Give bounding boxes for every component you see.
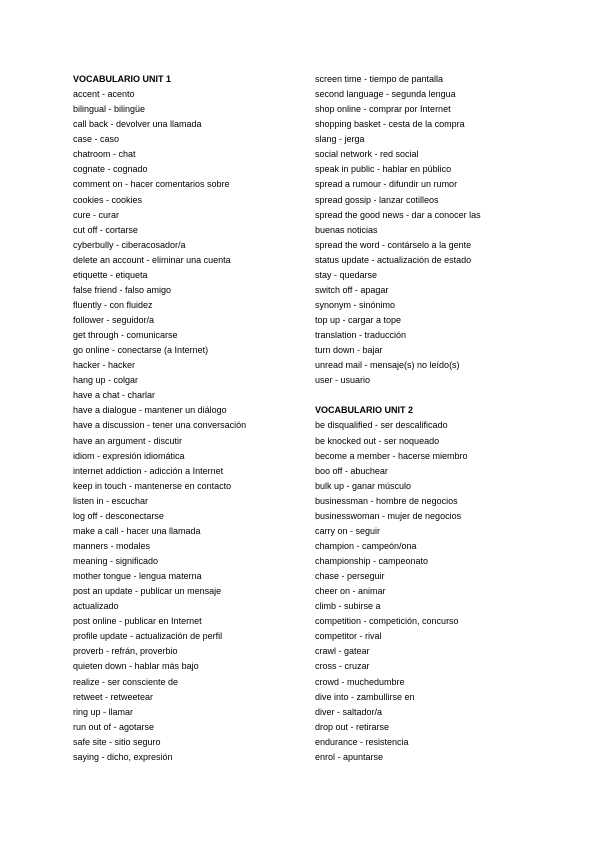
vocabulary-entry: run out of - agotarse [73, 721, 155, 732]
vocabulary-entry: spread gossip - lanzar cotilleos [315, 194, 439, 205]
vocabulary-entry: slang - jerga [315, 134, 365, 145]
unit1-vocabulary-list-continued [315, 72, 555, 388]
vocabulary-entry: case - caso [73, 134, 120, 145]
vocabulary-entry: screen time - tiempo de pantalla [315, 74, 444, 84]
vocabulary-entry: actualizado [73, 601, 119, 612]
vocabulary-entry: shopping basket - cesta de la compra [315, 119, 465, 130]
vocabulary-entry: bulk up - ganar músculo [315, 480, 412, 491]
vocabulary-entry: spread a rumour - difundir un rumor [315, 179, 458, 190]
vocabulary-entry: cross - cruzar [315, 661, 370, 672]
unit2-heading: VOCABULARIO UNIT 2 [315, 405, 414, 416]
vocabulary-entry: have a chat - charlar [73, 390, 156, 401]
vocabulary-entry: quieten down - hablar más bajo [73, 661, 199, 672]
vocabulary-entry: climb - subirse a [315, 601, 381, 612]
vocabulary-entry: go online - conectarse (a Internet) [73, 345, 209, 356]
vocabulary-entry: cure - curar [73, 209, 120, 220]
vocabulary-entry: call back - devolver una llamada [73, 119, 202, 130]
unit1-heading: VOCABULARIO UNIT 1 [73, 74, 172, 84]
vocabulary-entry: champion - campeón/ona [315, 540, 417, 551]
vocabulary-entry: spread the word - contárselo a la gente [315, 239, 472, 250]
section-gap [315, 388, 555, 403]
vocabulary-entry: make a call - hacer una llamada [73, 525, 201, 536]
vocabulary-entry: stay - quedarse [315, 269, 378, 280]
vocabulary-entry: have an argument - discutir [73, 435, 183, 446]
vocabulary-entry: boo off - abuchear [315, 465, 388, 476]
vocabulary-entry: get through - comunicarse [73, 330, 178, 341]
vocabulary-entry: have a discussion - tener una conversación [73, 420, 247, 431]
vocabulary-entry: cut off - cortarse [73, 224, 138, 235]
vocabulary-entry: bilingual - bilingüe [73, 104, 146, 115]
vocabulary-entry: unread mail - mensaje(s) no leído(s) [315, 360, 460, 371]
vocabulary-entry: safe site - sitio seguro [73, 736, 161, 747]
vocabulary-entry: cookies - cookies [73, 194, 143, 205]
vocabulary-entry: status update - actualización de estado [315, 254, 472, 265]
vocabulary-entry: idiom - expresión idiomática [73, 450, 185, 461]
vocabulary-entry: be knocked out - ser noqueado [315, 435, 440, 446]
vocabulary-entry: crawl - gatear [315, 646, 370, 657]
vocabulary-entry: have a dialogue - mantener un diálogo [73, 405, 227, 416]
vocabulary-entry: shop online - comprar por Internet [315, 104, 451, 115]
vocabulary-entry: be disqualified - ser descalificado [315, 420, 448, 431]
vocabulary-entry: etiquette - etiqueta [73, 269, 148, 280]
vocabulary-entry: false friend - falso amigo [73, 284, 172, 295]
vocabulary-entry: dive into - zambullirse en [315, 691, 415, 702]
vocabulary-entry: switch off - apagar [315, 284, 389, 295]
vocabulary-entry: proverb - refrán, proverbio [73, 646, 178, 657]
vocabulary-entry: buenas noticias [315, 224, 378, 235]
vocabulary-entry: profile update - actualización de perfil [73, 631, 223, 642]
vocabulary-entry: ring up - llamar [73, 706, 134, 717]
vocabulary-entry: businessman - hombre de negocios [315, 495, 458, 506]
vocabulary-entry: chase - perseguir [315, 571, 385, 582]
vocabulary-entry: endurance - resistencia [315, 736, 409, 747]
vocabulary-entry: accent - acento [73, 89, 135, 100]
vocabulary-entry: enrol - apuntarse [315, 751, 384, 762]
vocabulary-entry: cognate - cognado [73, 164, 148, 175]
vocabulary-entry: speak in public - hablar en público [315, 164, 452, 175]
vocabulary-entry: businesswoman - mujer de negocios [315, 510, 462, 521]
vocabulary-entry: chatroom - chat [73, 149, 136, 160]
left-column [73, 72, 298, 765]
vocabulary-entry: post an update - publicar un mensaje [73, 586, 222, 597]
vocabulary-entry: manners - modales [73, 540, 151, 551]
vocabulary-entry: follower - seguidor/a [73, 315, 155, 325]
vocabulary-entry: second language - segunda lengua [315, 89, 456, 100]
vocabulary-entry: turn down - bajar [315, 345, 383, 356]
vocabulary-entry: listen in - escuchar [73, 495, 149, 506]
vocabulary-entry: comment on - hacer comentarios sobre [73, 179, 230, 190]
vocabulary-entry: synonym - sinónimo [315, 299, 396, 310]
vocabulary-entry: meaning - significado [73, 556, 159, 566]
vocabulary-entry: user - usuario [315, 375, 371, 386]
vocabulary-entry: log off - desconectarse [73, 510, 164, 521]
vocabulary-entry: retweet - retweetear [73, 691, 154, 702]
vocabulary-entry: translation - traducción [315, 330, 407, 341]
vocabulary-entry: spread the good news - dar a conocer las [315, 209, 481, 220]
unit2-vocabulary-list [315, 418, 555, 764]
vocabulary-entry: championship - campeonato [315, 556, 429, 566]
vocabulary-entry: competition - competición, concurso [315, 616, 459, 627]
vocabulary-entry: competitor - rival [315, 631, 382, 642]
vocabulary-entry: social network - red social [315, 149, 419, 160]
right-column [315, 72, 555, 765]
vocabulary-entry: hacker - hacker [73, 360, 136, 371]
vocabulary-entry: cheer on - animar [315, 586, 386, 597]
vocabulary-entry: drop out - retirarse [315, 721, 390, 732]
vocabulary-entry: post online - publicar en Internet [73, 616, 202, 627]
vocabulary-entry: keep in touch - mantenerse en contacto [73, 480, 232, 491]
vocabulary-entry: crowd - muchedumbre [315, 676, 405, 687]
vocabulary-entry: mother tongue - lengua materna [73, 571, 202, 582]
vocabulary-entry: become a member - hacerse miembro [315, 450, 468, 461]
vocabulary-entry: saying - dicho, expresión [73, 751, 173, 762]
vocabulary-entry: realize - ser consciente de [73, 676, 179, 687]
vocabulary-entry: hang up - colgar [73, 375, 139, 386]
vocabulary-entry: carry on - seguir [315, 525, 381, 536]
vocabulary-entry: cyberbully - ciberacosador/a [73, 239, 186, 250]
vocabulary-entry: diver - saltador/a [315, 706, 383, 717]
vocabulary-entry: delete an account - eliminar una cuenta [73, 254, 231, 265]
unit1-vocabulary-list [73, 87, 298, 765]
vocabulary-entry: internet addiction - adicción a Internet [73, 465, 224, 476]
vocabulary-entry: fluently - con fluidez [73, 299, 153, 310]
vocabulary-entry: top up - cargar a tope [315, 315, 402, 325]
